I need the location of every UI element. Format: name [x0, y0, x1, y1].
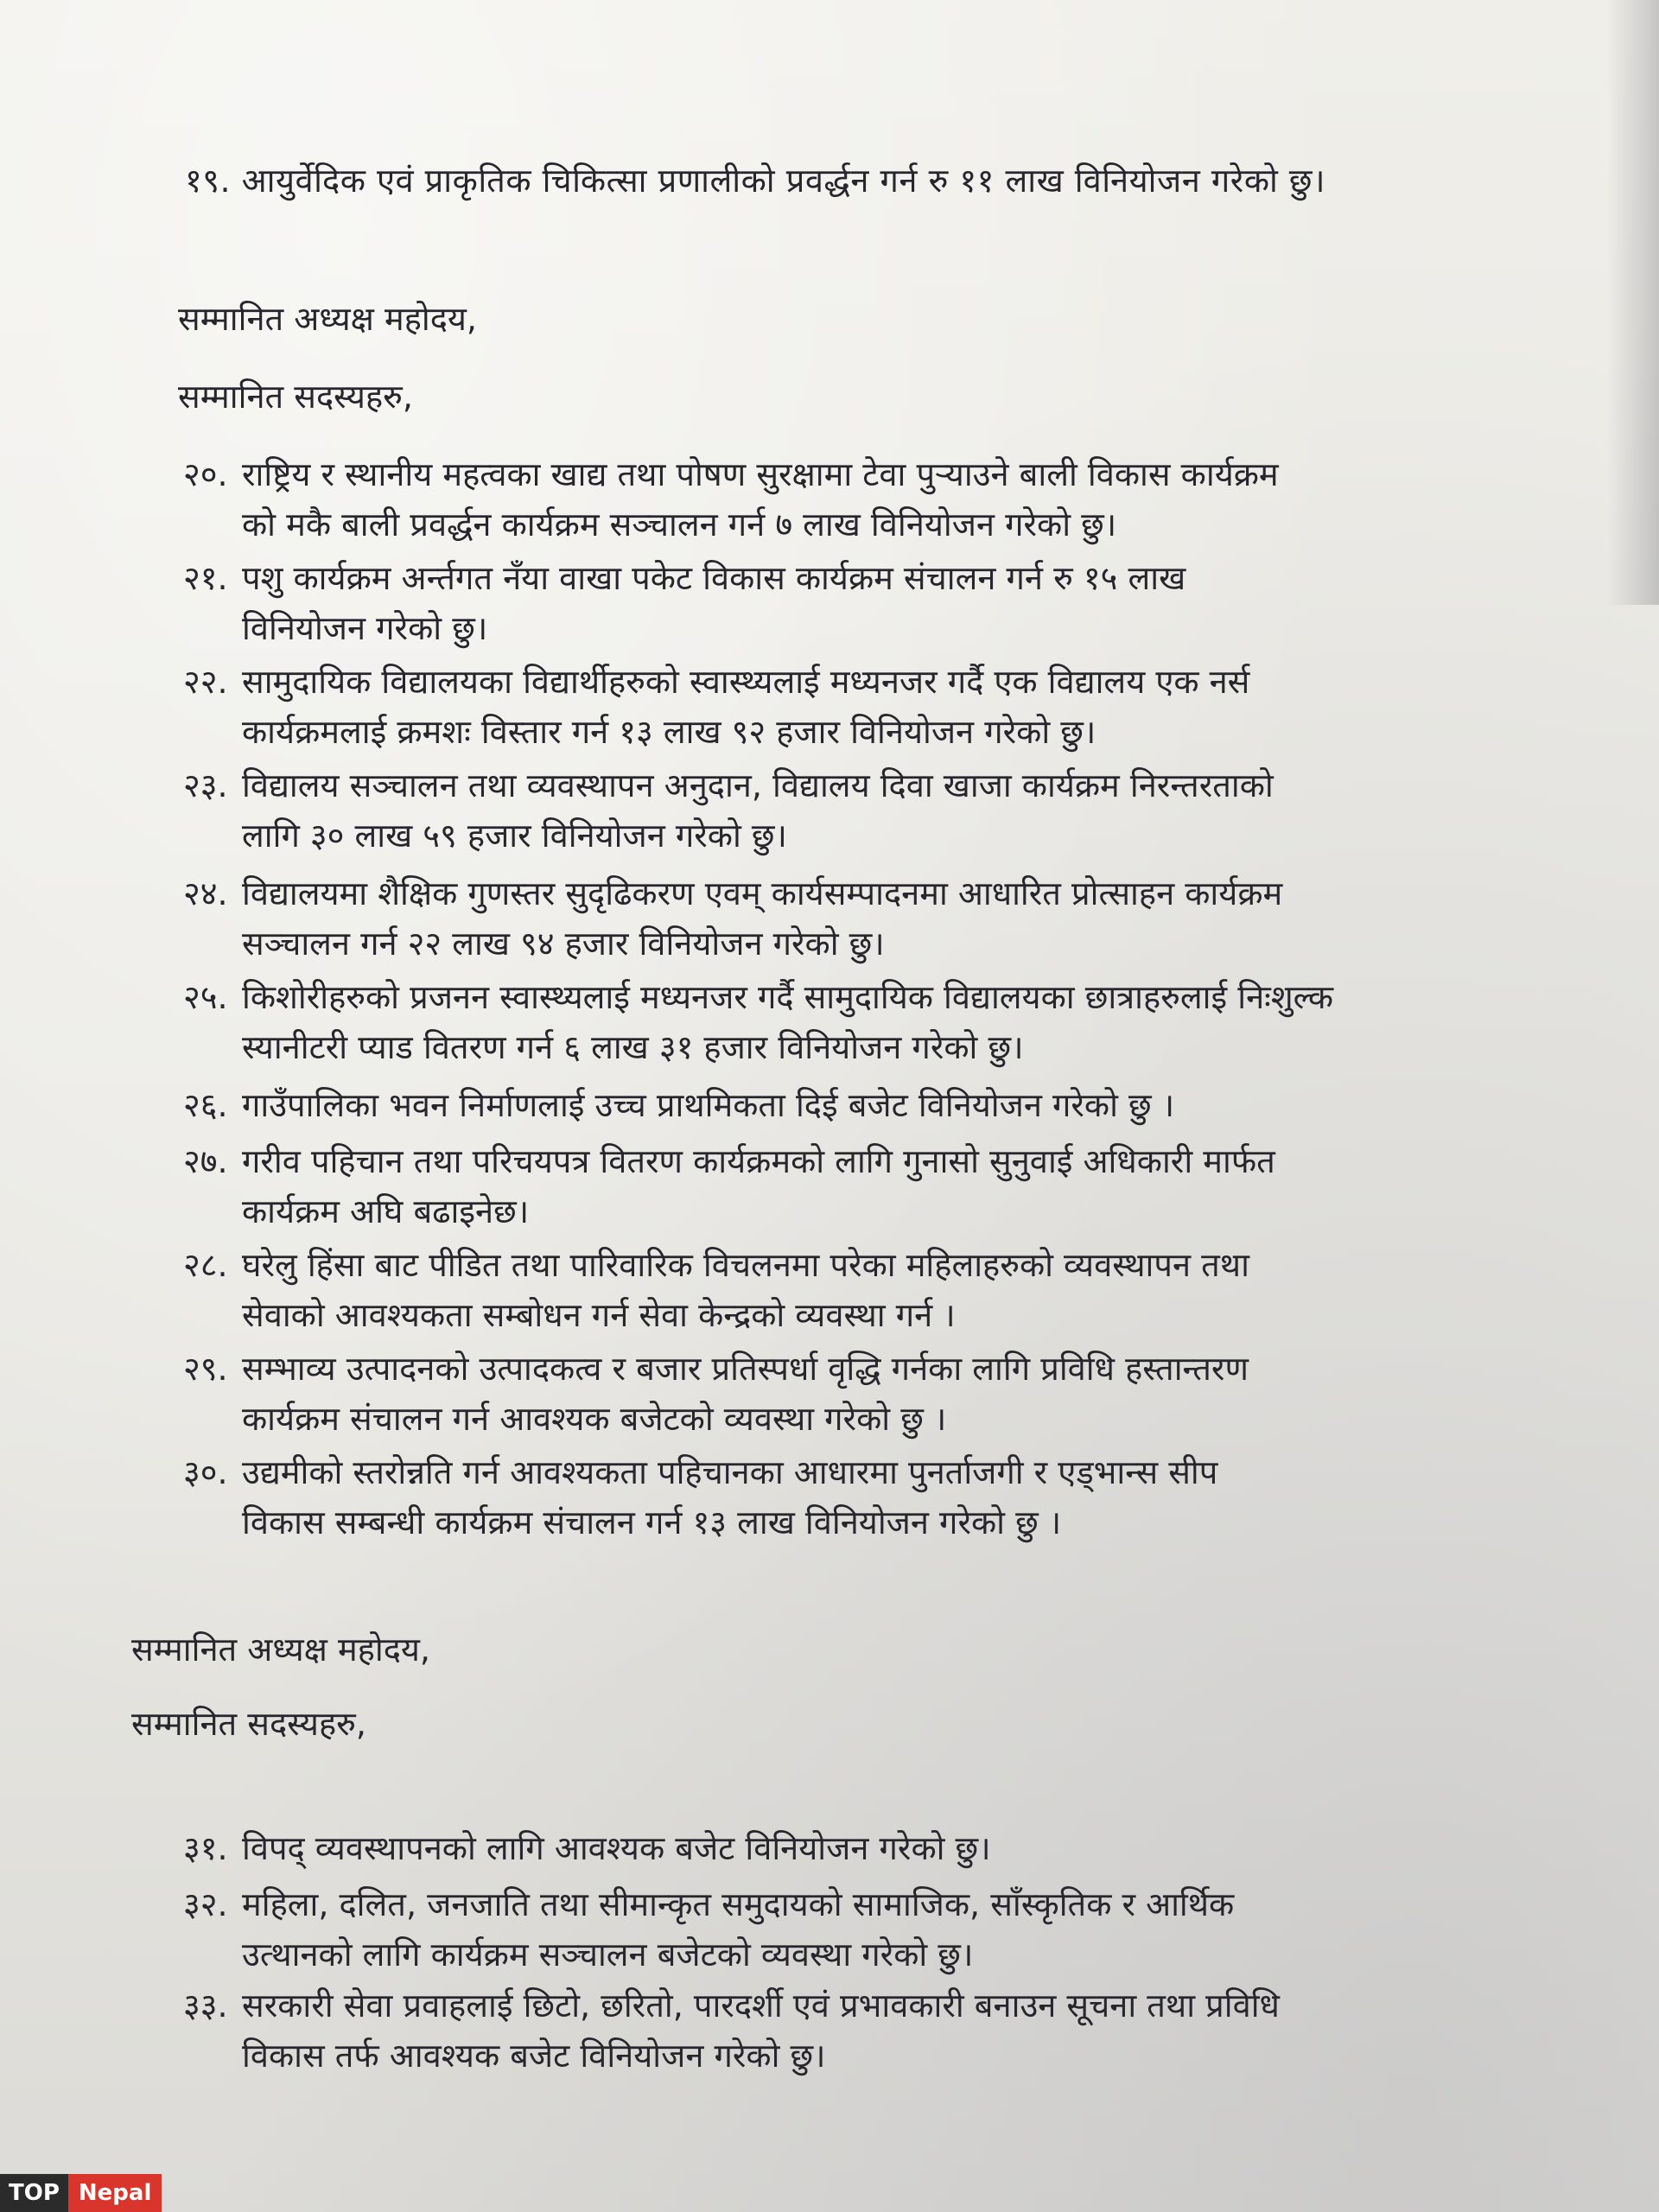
item-number: ३२. [183, 1885, 228, 1923]
item-text-line-1: सरकारी सेवा प्रवाहलाई छिटो, छरितो, पारदर्शी एवं प्रभावकारी बनाउन सूचना तथा प्रविधि [242, 1986, 1280, 2024]
budget-item [183, 760, 1566, 861]
budget-item [183, 449, 1566, 550]
paper-fold-shadow [1607, 0, 1659, 605]
item-number: ३१. [183, 1829, 228, 1867]
item-text-line-1: उद्यमीको स्तरोन्नति गर्न आवश्यकता पहिचानका आधारमा पुनर्ताजगी र एड्भान्स सीप [242, 1453, 1218, 1491]
budget-item [183, 1344, 1566, 1444]
budget-item [183, 972, 1566, 1072]
item-text-line-1: राष्ट्रिय र स्थानीय महत्वका खाद्य तथा पोषण सुरक्षामा टेवा पुर्‍याउने बाली विकास कार्यक्रम [242, 455, 1279, 493]
salutation-chairperson: सम्मानित अध्यक्ष महोदय, [178, 300, 478, 338]
salutation-members: सम्मानित सदस्यहरु, [178, 378, 413, 416]
item-text-line-2: स्यानीटरी प्याड वितरण गर्न ६ लाख ३१ हजार विनियोजन गरेको छु। [242, 1028, 1024, 1066]
item-number: २५. [183, 978, 228, 1016]
item-text-line-2: कार्यक्रमलाई क्रमशः विस्तार गर्न १३ लाख ९२ हजार विनियोजन गरेको छु। [242, 713, 1096, 751]
item-text-line-1: सम्भाव्य उत्पादनको उत्पादकत्व र बजार प्रतिस्पर्धा वृद्धि गर्नका लागि प्रविधि हस्तान्तरण [242, 1350, 1249, 1388]
item-text-line-2: विनियोजन गरेको छु। [242, 609, 488, 647]
item-number: २१. [183, 559, 228, 597]
item-text-line-2: कार्यक्रम अघि बढाइनेछ। [242, 1192, 530, 1230]
item-text-line-1: सामुदायिक विद्यालयका विद्यार्थीहरुको स्वास्थ्यलाई मध्यनजर गर्दै एक विद्यालय एक नर्स [242, 663, 1250, 701]
item-19: १९. आयुर्वेदिक एवं प्राकृतिक चिकित्सा प्रणालीको प्रवर्द्धन गर्न रु ११ लाख विनियोजन गरेको छु। [185, 162, 1325, 200]
item-number: २९. [183, 1350, 228, 1388]
item-text-line-1: गरीव पहिचान तथा परिचयपत्र वितरण कार्यक्रमको लागि गुनासो सुनुवाई अधिकारी मार्फत [242, 1142, 1275, 1180]
item-text-line-1: विद्यालय सञ्चालन तथा व्यवस्थापन अनुदान, विद्यालय दिवा खाजा कार्यक्रम निरन्तरताको [242, 766, 1274, 804]
item-text-line-2: को मकै बाली प्रवर्द्धन कार्यक्रम सञ्चालन गर्न ७ लाख विनियोजन गरेको छु। [242, 505, 1117, 543]
item-number: २२. [183, 663, 228, 701]
budget-item [183, 1080, 1566, 1130]
item-number: २३. [183, 766, 228, 804]
item-number: २४. [183, 874, 228, 912]
budget-item [183, 1240, 1566, 1340]
item-text-line-1: किशोरीहरुको प्रजनन स्वास्थ्यलाई मध्यनजर गर्दै सामुदायिक विद्यालयका छात्राहरुलाई निःशुल्क [242, 978, 1334, 1016]
item-text-line-1: महिला, दलित, जनजाति तथा सीमान्कृत समुदायको सामाजिक, साँस्कृतिक र आर्थिक [242, 1885, 1235, 1923]
item-text-line-2: उत्थानको लागि कार्यक्रम सञ्चालन बजेटको व्यवस्था गरेको छु। [242, 1936, 974, 1974]
item-text-line-1: विद्यालयमा शैक्षिक गुणस्तर सुदृढिकरण एवम् कार्यसम्पादनमा आधारित प्रोत्साहन कार्यक्रम [242, 874, 1283, 912]
budget-item [183, 1879, 1566, 1980]
item-text-line-2: लागि ३० लाख ५९ हजार विनियोजन गरेको छु। [242, 817, 787, 855]
item-number: ३३. [183, 1986, 228, 2024]
budget-item [183, 657, 1566, 757]
item-number: २७. [183, 1142, 228, 1180]
item-text-line-2: विकास तर्फ आवश्यक बजेट विनियोजन गरेको छु। [242, 2037, 826, 2075]
item-text-line-2: सेवाको आवश्यकता सम्बोधन गर्न सेवा केन्द्रको व्यवस्था गर्न । [242, 1296, 956, 1334]
item-number: २६. [183, 1086, 228, 1124]
item-text-line-2: विकास सम्बन्धी कार्यक्रम संचालन गर्न १३ लाख विनियोजन गरेको छु । [242, 1503, 1062, 1541]
topnepal-watermark [0, 2174, 162, 2212]
budget-item [183, 553, 1566, 653]
watermark-top: TOP [0, 2174, 68, 2212]
item-text-line-2: कार्यक्रम संचालन गर्न आवश्यक बजेटको व्यवस्था गरेको छु । [242, 1400, 947, 1438]
item-number: २०. [183, 455, 228, 493]
item-text-line-1: पशु कार्यक्रम अर्न्तगत नँया वाखा पकेट विकास कार्यक्रम संचालन गर्न रु १५ लाख [242, 559, 1186, 597]
item-text-line-2: सञ्चालन गर्न २२ लाख ९४ हजार विनियोजन गरेको छु। [242, 925, 885, 963]
item-number: २८. [183, 1246, 228, 1284]
budget-item [183, 1136, 1566, 1236]
budget-item [183, 1447, 1566, 1548]
item-text-line-1: घरेलु हिंसा बाट पीडित तथा पारिवारिक विचलनमा परेका महिलाहरुको व्यवस्थापन तथा [242, 1246, 1249, 1284]
salutation-members-2: सम्मानित सदस्यहरु, [131, 1705, 366, 1743]
budget-item [183, 1980, 1566, 2081]
item-number: ३०. [183, 1453, 228, 1491]
watermark-nepal: Nepal [68, 2174, 162, 2212]
budget-item [183, 1823, 1566, 1873]
item-text-line-1: विपद् व्यवस्थापनको लागि आवश्यक बजेट विनियोजन गरेको छु। [242, 1829, 991, 1867]
salutation-chairperson-2: सम्मानित अध्यक्ष महोदय, [131, 1630, 431, 1669]
budget-item [183, 868, 1566, 969]
item-text-line-1: गाउँपालिका भवन निर्माणलाई उच्च प्राथमिकता दिई बजेट विनियोजन गरेको छु । [242, 1086, 1175, 1124]
